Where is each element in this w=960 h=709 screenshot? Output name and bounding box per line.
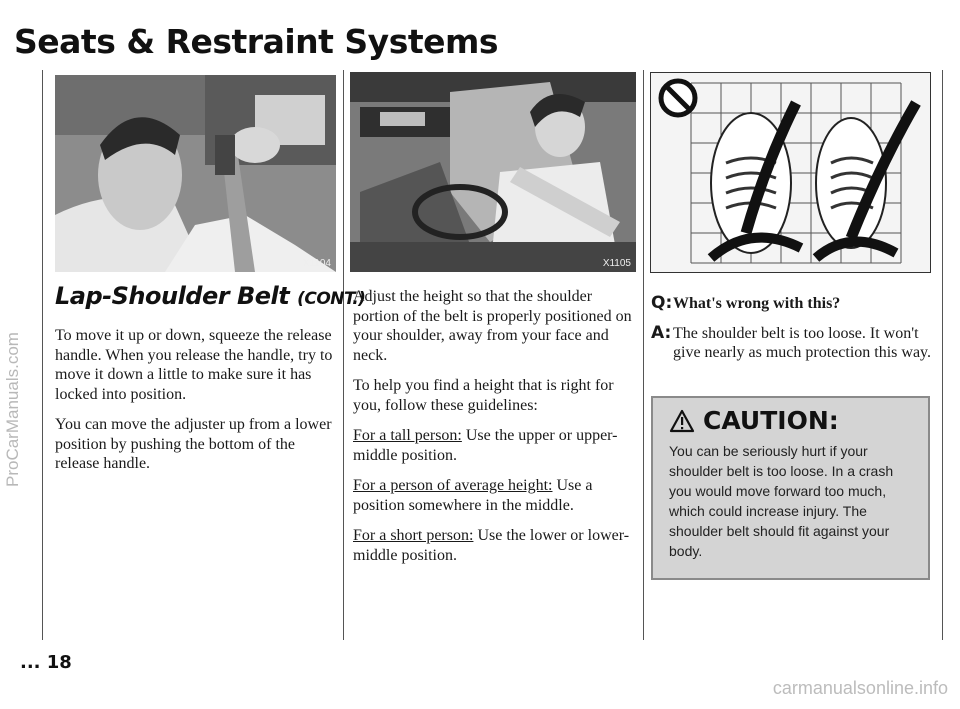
guideline-text: Use the upper or upper-middle position. (353, 427, 618, 464)
figure-code: X1104 (302, 258, 331, 269)
guideline-label: For a person of average height: (353, 477, 553, 494)
divider-right (942, 70, 943, 640)
divider-middle-right (643, 70, 644, 640)
paragraph: To help you find a height that is right for you, follow these guidelines: (353, 377, 614, 414)
guideline-item (353, 526, 635, 565)
question-text: What's wrong with this? (673, 295, 841, 312)
divider-middle-left (343, 70, 344, 640)
a-mark: A: (651, 322, 672, 343)
divider-left (42, 70, 43, 640)
photo-belt-adjust-illustration (55, 75, 336, 272)
caution-box (651, 396, 930, 580)
side-watermark: ProCarManuals.com (3, 332, 22, 488)
left-column (55, 326, 335, 485)
middle-column (353, 287, 635, 576)
heading-suffix: (CONT.) (297, 289, 366, 309)
q-mark: Q: (651, 293, 673, 313)
guideline-item (353, 426, 635, 465)
answer-text: The shoulder belt is too loose. It won't give nearly as much protection this way. (673, 324, 931, 361)
guideline-item (353, 476, 635, 515)
caution-title: CAUTION: (703, 406, 839, 435)
guideline-label: For a short person: (353, 527, 474, 544)
figure-code: X1105 (602, 258, 631, 269)
photo-driver-illustration (350, 72, 636, 272)
diagram-loose-belt (650, 72, 931, 273)
heading-text: Lap-Shoulder Belt (55, 282, 290, 310)
photo-belt-adjust (55, 75, 336, 272)
guideline-text: Use a position somewhere in the middle. (353, 477, 593, 514)
paragraph: You can move the adjuster up from a lower position by pushing the bottom of the release handle. (55, 416, 332, 472)
page-number: ... 18 (20, 652, 72, 673)
bottom-watermark: carmanualsonline.info (772, 678, 948, 698)
warning-triangle-icon (669, 409, 695, 433)
guideline-text: Use the lower or lower-middle position. (353, 527, 630, 564)
question-row (651, 294, 931, 314)
page-title: Seats & Restraint Systems (14, 22, 499, 61)
guideline-label: For a tall person: (353, 427, 462, 444)
paragraph: To move it up or down, squeeze the release handle. When you release the handle, try to move it down a little to make sure it has locked into position. (55, 327, 333, 403)
caution-text: You can be seriously hurt if your shoulder belt is too loose. In a crash you would move forward too much, which could increase injury. The shoulder belt should fit against your body. (669, 443, 894, 559)
answer-row (651, 324, 931, 363)
right-column (651, 294, 931, 373)
paragraph: Adjust the height so that the shoulder portion of the belt is properly positioned on your shoulder, away from your face and neck. (353, 288, 632, 364)
caution-header (669, 406, 918, 435)
section-heading (55, 282, 365, 310)
photo-driver-belt (350, 72, 636, 272)
diagram-grid-illustration (651, 73, 930, 272)
